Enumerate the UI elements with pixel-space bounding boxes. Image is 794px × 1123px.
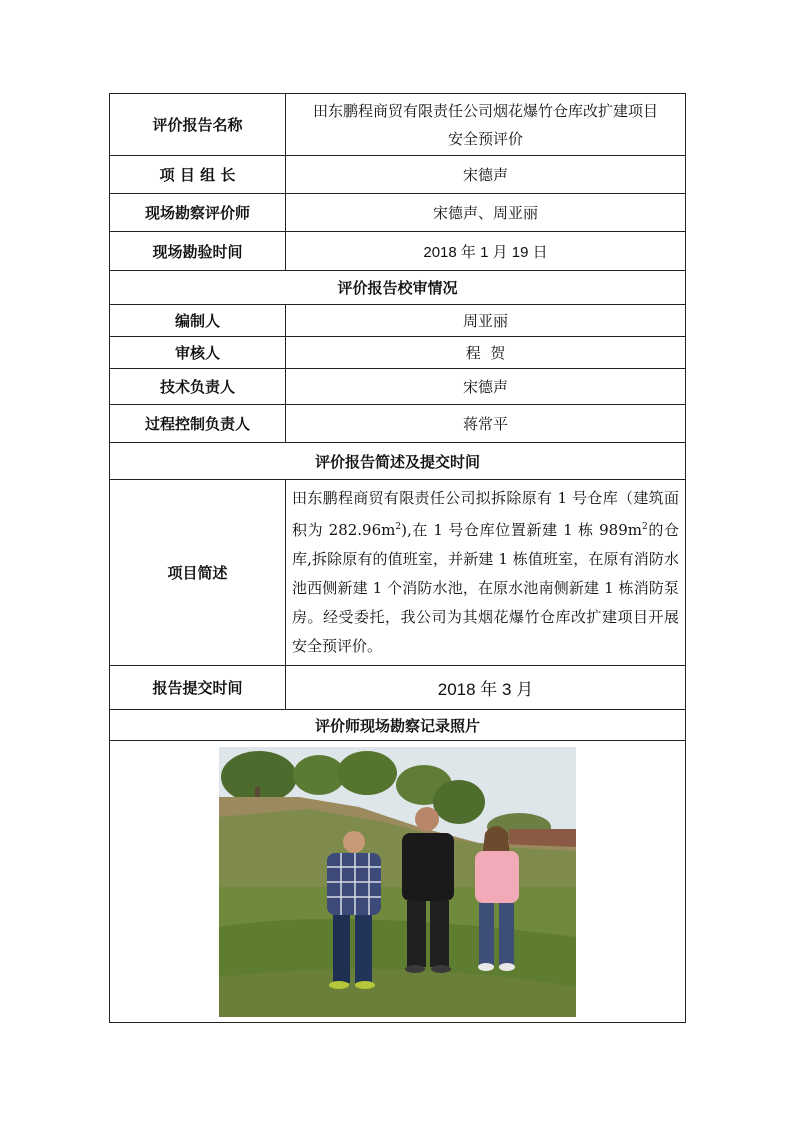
- submit-time-value: 2018 年 3 月: [286, 666, 686, 710]
- summary-part3: 的仓库,拆除原有的值班室，并新建 1 栋值班室，在原有消防水池西侧新建 1 个消防水池，在原水池南侧新建 1 栋消防泵房。经受委托，我公司为其烟花爆竹仓库改扩建项目开展安全预评价。: [292, 521, 679, 655]
- tech-lead-label: 技术负责人: [110, 369, 286, 405]
- row-compiler: [110, 305, 686, 337]
- photo-section-title: 评价师现场勘察记录照片: [110, 710, 686, 741]
- reviewer-value: 程 贺: [286, 337, 686, 369]
- row-project-summary: [110, 480, 686, 666]
- team-leader-value: 宋德声: [286, 156, 686, 194]
- site-time-value: 2018 年 1 月 19 日: [286, 232, 686, 271]
- row-photo-section: [110, 710, 686, 741]
- submit-time-label: 报告提交时间: [110, 666, 286, 710]
- summary-part1: 田东鹏程商贸有限责任公司拟拆除原有 1 号仓库（建筑面积为 282.96m: [292, 489, 679, 539]
- summary-section-title: 评价报告简述及提交时间: [110, 443, 686, 480]
- review-section-title: 评价报告校审情况: [110, 271, 686, 305]
- summary-sup2: 2: [641, 522, 648, 532]
- site-evaluators-value: 宋德声、周亚丽: [286, 194, 686, 232]
- tech-lead-value: 宋德声: [286, 369, 686, 405]
- process-lead-value: 蒋常平: [286, 405, 686, 443]
- compiler-value: 周亚丽: [286, 305, 686, 337]
- row-review-section: [110, 271, 686, 305]
- row-site-evaluators: [110, 194, 686, 232]
- report-name-line2: 安全预评价: [447, 129, 523, 148]
- report-name-value: [286, 94, 686, 156]
- compiler-label: 编制人: [110, 305, 286, 337]
- site-survey-photo: [219, 747, 576, 1017]
- row-site-time: [110, 232, 686, 271]
- report-name-line1: 田东鹏程商贸有限责任公司烟花爆竹仓库改扩建项目: [312, 101, 658, 120]
- team-leader-label: 项 目 组 长: [110, 156, 286, 194]
- site-time-label: 现场勘验时间: [110, 232, 286, 271]
- row-tech-lead: [110, 369, 686, 405]
- summary-sup1: 2: [395, 522, 402, 532]
- project-summary-label: 项目简述: [110, 480, 286, 666]
- site-evaluators-label: 现场勘察评价师: [110, 194, 286, 232]
- row-process-lead: [110, 405, 686, 443]
- row-report-name: [110, 94, 686, 156]
- report-name-label: 评价报告名称: [110, 94, 286, 156]
- row-reviewer: [110, 337, 686, 369]
- summary-part2: ),在 1 号仓库位置新建 1 栋 989m: [401, 521, 642, 539]
- project-summary-text: [286, 480, 686, 666]
- row-summary-section: [110, 443, 686, 480]
- row-photo: [110, 741, 686, 1023]
- process-lead-label: 过程控制负责人: [110, 405, 286, 443]
- row-submit-time: [110, 666, 686, 710]
- reviewer-label: 审核人: [110, 337, 286, 369]
- photo-cell: [110, 741, 686, 1023]
- row-team-leader: [110, 156, 686, 194]
- report-info-table: [109, 93, 686, 1023]
